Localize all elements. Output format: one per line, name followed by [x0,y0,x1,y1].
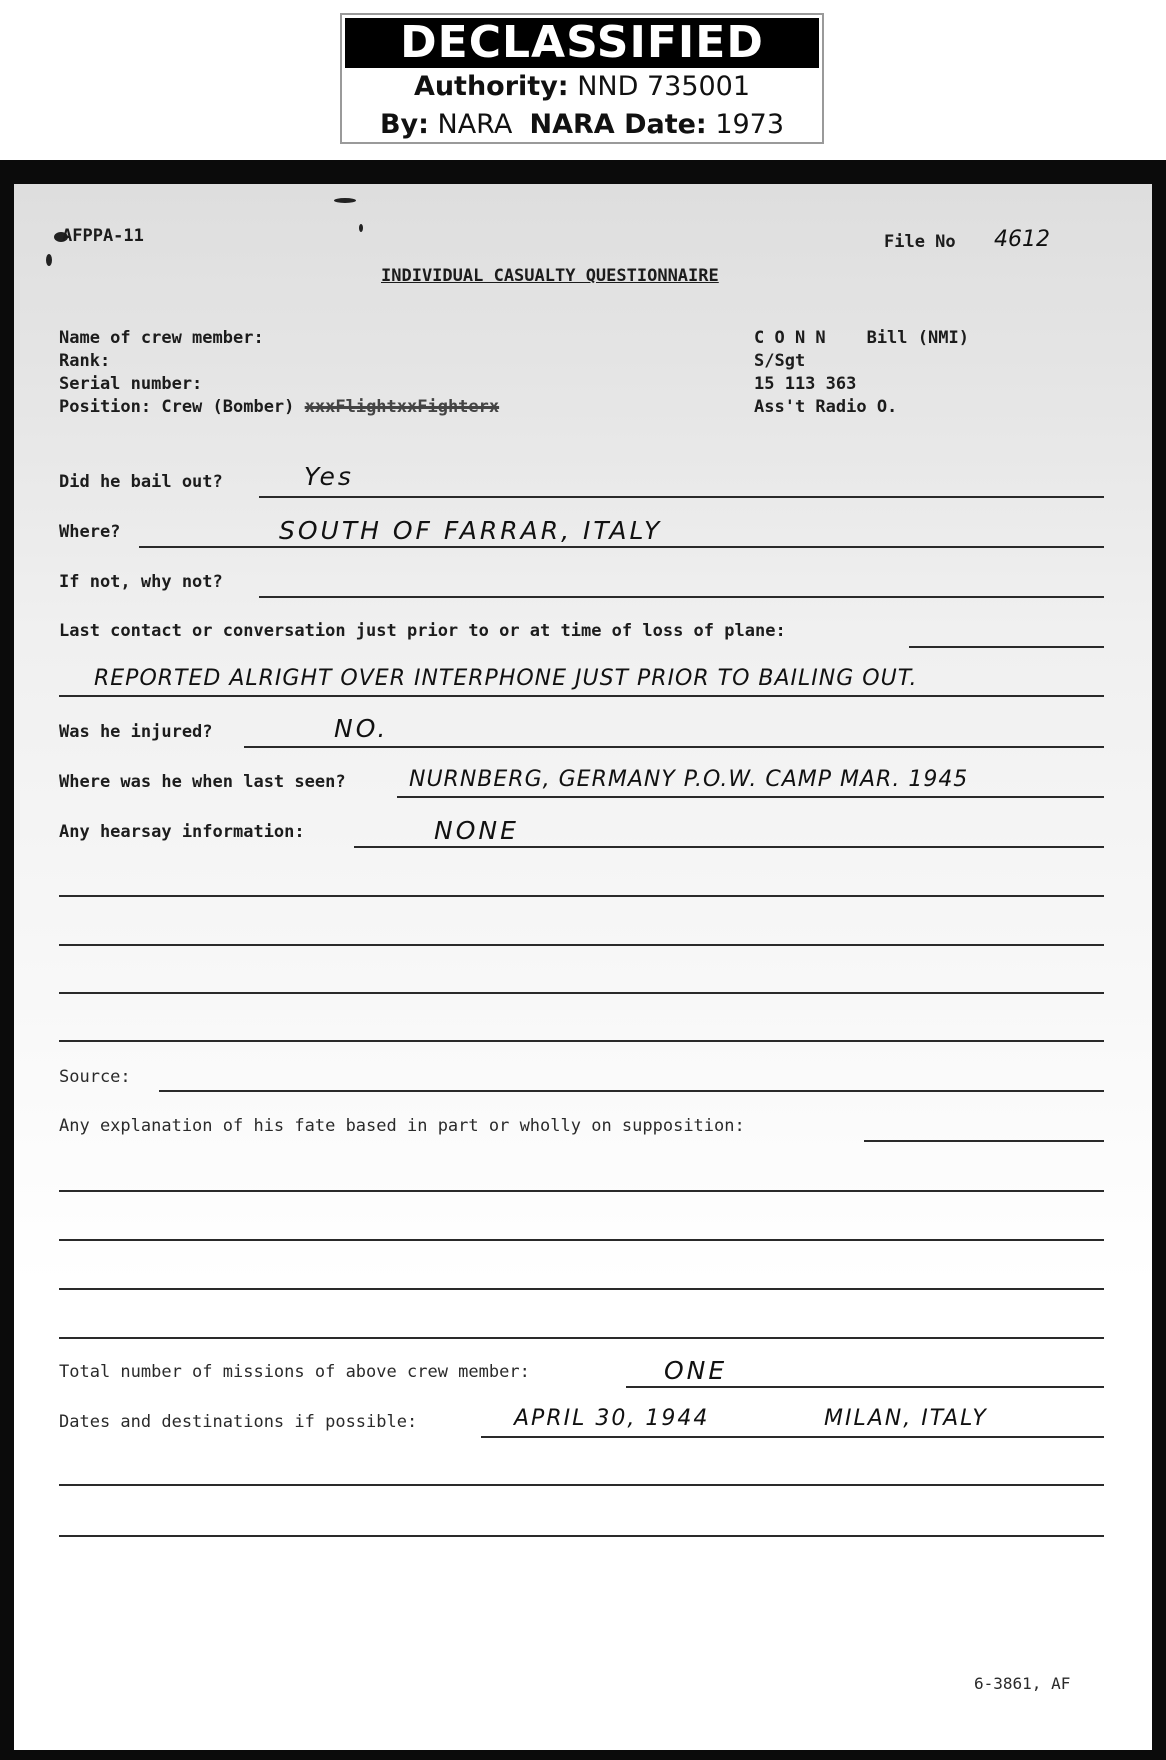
stamp-date-label: NARA Date: [529,109,707,140]
if-not-label: If not, why not? [59,572,223,592]
scan-speck [359,224,363,232]
crew-position-struck: xxxFlightxxFighterx [304,397,500,417]
file-no-label: File No [884,232,956,252]
stamp-date-value: 1973 [715,109,785,140]
scan-speck [46,254,52,266]
injured-answer: NO. [334,714,389,743]
missions-line [626,1386,1104,1388]
hearsay-answer: NONE [434,816,519,845]
crew-serial-value: 15 113 363 [754,374,857,394]
last-contact-answer: REPORTED ALRIGHT OVER INTERPHONE JUST PRIOR TO BAILING OUT. [94,666,918,691]
explanation-line [864,1140,1104,1142]
bail-out-line [259,496,1104,498]
stamp-authority-label: Authority: [413,71,569,102]
hearsay-blank-line [59,944,1104,946]
dates-answer-date: APRIL 30, 1944 [514,1406,710,1431]
injured-line [244,746,1104,748]
declassified-stamp [340,13,824,144]
explanation-blank-line [59,1239,1104,1241]
explanation-blank-line [59,1337,1104,1339]
last-contact-line-1 [909,646,1104,648]
bail-out-label: Did he bail out? [59,472,223,492]
source-label: Source: [59,1067,131,1087]
dates-blank-line [59,1535,1104,1537]
missions-label: Total number of missions of above crew member: [59,1362,530,1382]
dates-answer-place: MILAN, ITALY [824,1406,988,1431]
form-title: INDIVIDUAL CASUALTY QUESTIONNAIRE [381,266,719,286]
scan-speck [334,198,356,203]
crew-position-label: Position: Crew (Bomber) [59,397,295,417]
stamp-authority-line [342,68,822,106]
stamp-by-line [342,106,822,144]
stamp-heading: DECLASSIFIED [345,18,819,68]
crew-position-line [59,397,499,417]
stamp-authority-value: NND 735001 [577,71,751,102]
where-answer: SOUTH OF FARRAR, ITALY [279,516,663,545]
file-no-value: 4612 [994,227,1050,252]
last-seen-label: Where was he when last seen? [59,772,346,792]
crew-position-value: Ass't Radio O. [754,397,898,417]
where-label: Where? [59,522,121,542]
stamp-by-value: NARA [437,109,513,140]
last-contact-line-2 [59,695,1104,697]
if-not-line [259,596,1104,598]
scan-frame [0,160,1166,1760]
explanation-blank-line [59,1288,1104,1290]
stamp-by-label: By: [379,109,429,140]
dates-label: Dates and destinations if possible: [59,1412,418,1432]
crew-rank-label: Rank: [59,351,111,371]
questionnaire-page [14,184,1152,1750]
dates-line [481,1436,1104,1438]
hearsay-blank-line [59,895,1104,897]
last-seen-line [397,796,1104,798]
missions-answer: ONE [664,1356,728,1385]
crew-name-value: C O N N Bill (NMI) [754,328,969,348]
hearsay-line [354,846,1104,848]
last-seen-answer: NURNBERG, GERMANY P.O.W. CAMP MAR. 1945 [409,767,969,792]
form-id: AFPPA-11 [62,226,144,246]
hearsay-blank-line [59,1040,1104,1042]
hearsay-label: Any hearsay information: [59,822,305,842]
last-contact-label: Last contact or conversation just prior to or at time of loss of plane: [59,621,786,641]
hearsay-blank-line [59,992,1104,994]
where-line [139,546,1104,548]
injured-label: Was he injured? [59,722,213,742]
explanation-label: Any explanation of his fate based in part or wholly on supposition: [59,1116,745,1136]
crew-rank-value: S/Sgt [754,351,806,371]
crew-name-label: Name of crew member: [59,328,264,348]
form-footer-code: 6-3861, AF [974,1674,1071,1693]
source-line [159,1090,1104,1092]
explanation-blank-line [59,1190,1104,1192]
bail-out-answer: Yes [304,462,354,491]
crew-serial-label: Serial number: [59,374,203,394]
dates-blank-line [59,1484,1104,1486]
